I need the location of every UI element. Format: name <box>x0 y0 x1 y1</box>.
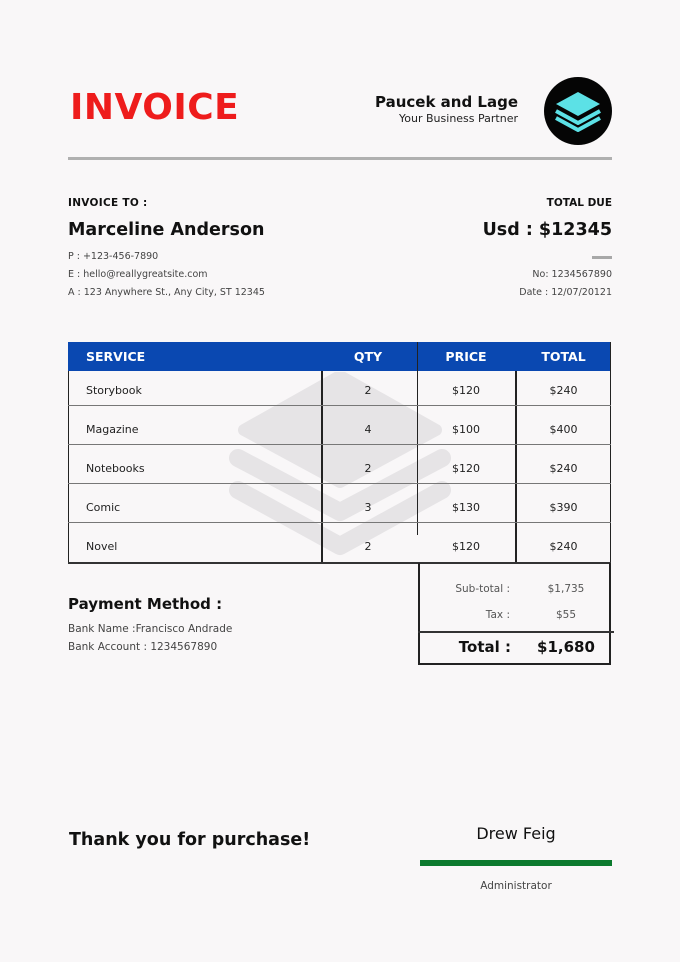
column-header-qty: QTY <box>353 349 383 364</box>
cell-service: Storybook <box>86 384 142 397</box>
client-phone: P : +123-456-7890 <box>68 251 159 262</box>
bank-account: Bank Account : 1234567890 <box>68 641 218 653</box>
company-tagline: Your Business Partner <box>399 112 518 125</box>
header-divider <box>68 157 612 160</box>
subtotal-value: $1,735 <box>547 583 585 595</box>
invoice-number: No: 1234567890 <box>532 269 612 280</box>
table-border <box>515 371 517 564</box>
cell-total: $400 <box>549 423 578 436</box>
cell-total: $240 <box>549 462 578 475</box>
cell-service: Comic <box>86 501 121 514</box>
client-name: Marceline Anderson <box>68 220 265 240</box>
cell-price: $120 <box>452 462 480 475</box>
table-header <box>68 342 611 371</box>
accent-dash <box>592 256 612 259</box>
grand-total-label: Total : <box>458 638 511 656</box>
cell-price: $100 <box>452 423 480 436</box>
column-header-service: SERVICE <box>86 349 146 364</box>
cell-price: $120 <box>452 384 480 397</box>
invoice-to-label: INVOICE TO : <box>68 197 148 209</box>
invoice-date: Date : 12/07/20121 <box>519 287 612 298</box>
total-due-label: TOTAL DUE <box>546 197 612 209</box>
signature-line <box>420 860 612 866</box>
row-divider <box>68 405 611 406</box>
total-due-value: Usd : $12345 <box>482 220 612 240</box>
table-border <box>321 371 323 564</box>
cell-qty: 2 <box>364 540 372 553</box>
cell-service: Magazine <box>86 423 139 436</box>
cell-price: $120 <box>452 540 480 553</box>
grand-total-value: $1,680 <box>537 638 595 656</box>
table-border <box>417 342 418 535</box>
total-divider <box>418 631 614 633</box>
tax-label: Tax : <box>485 609 510 621</box>
bank-name: Bank Name :Francisco Andrade <box>68 623 233 635</box>
column-header-total: TOTAL <box>541 349 586 364</box>
cell-total: $240 <box>549 540 578 553</box>
client-email: E : hello@reallygreatsite.com <box>68 269 208 280</box>
row-divider <box>68 522 611 523</box>
cell-service: Novel <box>86 540 118 553</box>
cell-total: $390 <box>549 501 578 514</box>
company-name: Paucek and Lage <box>374 93 518 111</box>
company-logo <box>544 77 612 145</box>
client-address: A : 123 Anywhere St., Any City, ST 12345 <box>68 287 265 298</box>
cell-price: $130 <box>452 501 480 514</box>
cell-qty: 2 <box>364 384 372 397</box>
row-divider <box>68 483 611 484</box>
table-row <box>68 527 611 566</box>
cell-qty: 4 <box>364 423 372 436</box>
cell-service: Notebooks <box>86 462 145 475</box>
invoice-title: INVOICE <box>70 87 240 128</box>
layers-icon <box>544 77 612 145</box>
signer-role: Administrator <box>480 880 552 892</box>
thank-you-message: Thank you for purchase! <box>69 830 311 850</box>
payment-method-title: Payment Method : <box>68 595 223 613</box>
signer-name: Drew Feig <box>476 824 556 843</box>
column-header-price: PRICE <box>445 349 487 364</box>
subtotal-label: Sub-total : <box>455 583 510 595</box>
row-divider <box>68 444 611 445</box>
table-border <box>68 371 69 564</box>
table-border <box>610 342 611 564</box>
cell-qty: 2 <box>364 462 372 475</box>
cell-total: $240 <box>549 384 578 397</box>
tax-value: $55 <box>555 609 577 621</box>
cell-qty: 3 <box>364 501 372 514</box>
